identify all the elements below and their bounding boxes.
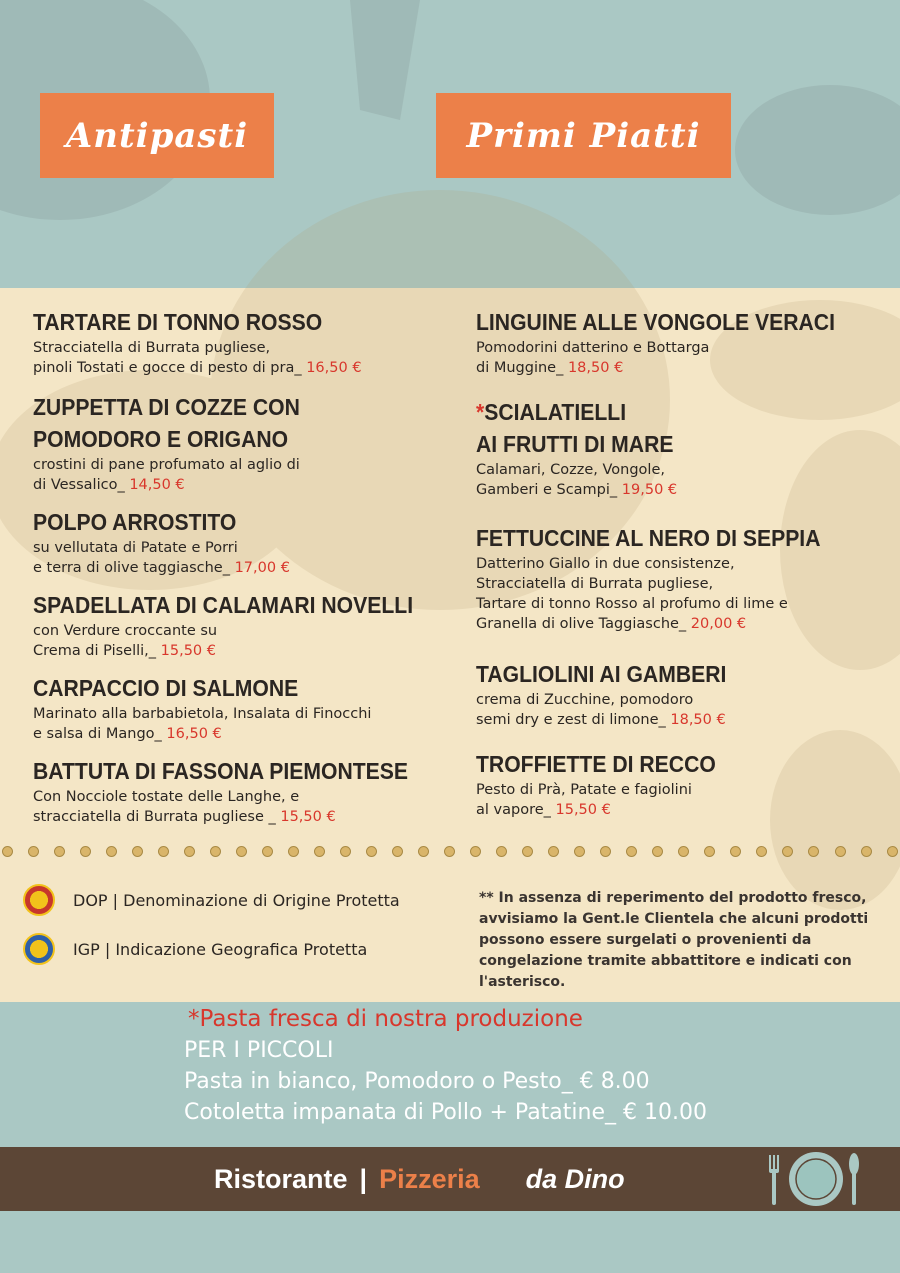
divider-dot (730, 846, 741, 857)
brand-name: da Dino (525, 1163, 625, 1194)
dop-seal-icon (23, 884, 55, 916)
dish-description (476, 480, 886, 500)
restaurant-brand (214, 1159, 625, 1199)
dish-description-text: Pomodorini datterino e Bottarga (476, 340, 710, 356)
dish-name-text: AI FRUTTI DI MARE (476, 431, 674, 457)
bottom-band (0, 1211, 900, 1273)
dish-description-text: stracciatella di Burrata pugliese _ (33, 809, 281, 825)
menu-item (33, 391, 453, 495)
dish-description (476, 460, 886, 480)
dish-description (476, 338, 886, 358)
legend-igp-label: IGP | Indicazione Geografica Protetta (73, 939, 368, 959)
divider-dot (158, 846, 169, 857)
divider-dot (132, 846, 143, 857)
dish-name (33, 506, 419, 538)
kids-menu-item: Cotoletta impanata di Pollo + Patatine_ € 10.00 (184, 1100, 707, 1125)
fresh-pasta-asterisk: * (476, 399, 485, 425)
dish-description (476, 690, 886, 710)
menu-item (476, 522, 886, 634)
divider-dot (574, 846, 585, 857)
dish-description-text: e salsa di Mango_ (33, 726, 167, 742)
dish-price: 14,50 € (129, 477, 185, 493)
divider-dot (236, 846, 247, 857)
dish-description-text: Stracciatella di Burrata pugliese, (476, 576, 714, 592)
dish-price: 17,00 € (234, 560, 290, 576)
dish-description (476, 710, 886, 730)
menu-item (33, 672, 453, 744)
dish-name-text: ZUPPETTA DI COZZE CON (33, 394, 300, 420)
dish-name-text: SPADELLATA DI CALAMARI NOVELLI (33, 592, 414, 618)
dish-name (476, 306, 853, 338)
dish-description-text: di Vessalico_ (33, 477, 130, 493)
dish-name (33, 755, 419, 787)
dish-description (476, 594, 886, 614)
availability-note: ** In assenza di reperimento del prodotto fresco, avvisiamo la Gent.le Clientela che alcuni prodotti possono essere surgelati o provenienti da congelazione tramite abbattitore e indicati con l'asterisco. (479, 890, 869, 990)
dish-description (476, 574, 886, 594)
dish-name (476, 428, 853, 460)
dish-name-text: TARTARE DI TONNO ROSSO (33, 309, 323, 335)
menu-item (476, 396, 886, 500)
kids-menu-title: PER I PICCOLI (184, 1038, 334, 1063)
divider-dot (2, 846, 13, 857)
dish-name-text: FETTUCCINE AL NERO DI SEPPIA (476, 525, 821, 551)
divider-dot (470, 846, 481, 857)
dish-description-text: Crema di Piselli,_ (33, 643, 161, 659)
divider-dot (210, 846, 221, 857)
dish-price: 15,50 € (280, 809, 336, 825)
divider-dot (835, 846, 846, 857)
dish-description (33, 475, 453, 495)
dish-price: 15,50 € (555, 802, 611, 818)
fresh-pasta-note: *Pasta fresca di nostra produzione (188, 1006, 583, 1032)
menu-item (33, 506, 453, 578)
dish-name (476, 396, 853, 428)
dish-description-text: pinoli Tostati e gocce di pesto di pra_ (33, 360, 307, 376)
section-header-primi-piatti (436, 93, 731, 178)
dish-description-text: Granella di olive Taggiasche_ (476, 616, 691, 632)
dish-name (33, 423, 419, 455)
menu-item (476, 658, 886, 730)
legend-igp (23, 933, 367, 965)
dish-description (476, 554, 886, 574)
dish-description-text: Con Nocciole tostate delle Langhe, e (33, 789, 300, 805)
dish-price: 16,50 € (166, 726, 222, 742)
divider-dot (184, 846, 195, 857)
divider-dot (704, 846, 715, 857)
divider-dot (861, 846, 872, 857)
igp-seal-icon (23, 933, 55, 965)
brand-ristorante: Ristorante (214, 1163, 348, 1194)
divider-dot (340, 846, 351, 857)
dish-description-text: Pesto di Prà, Patate e fagiolini (476, 782, 692, 798)
divider-dot (678, 846, 689, 857)
divider-dot (366, 846, 377, 857)
divider-dot (418, 846, 429, 857)
dish-description-text: di Muggine_ (476, 360, 568, 376)
dish-description (33, 787, 453, 807)
antipasti-list (33, 306, 453, 827)
dish-name-text: POLPO ARROSTITO (33, 509, 237, 535)
dish-description-text: e terra di olive taggiasche_ (33, 560, 235, 576)
menu-item (33, 589, 453, 661)
plate-cutlery-icon (766, 1151, 866, 1207)
dish-description-text: crostini di pane profumato al aglio di (33, 457, 300, 473)
dish-description (33, 338, 453, 358)
divider-dot (782, 846, 793, 857)
dish-name (476, 658, 853, 690)
dish-description-text: crema di Zucchine, pomodoro (476, 692, 694, 708)
brand-pizzeria: Pizzeria (379, 1163, 480, 1194)
dish-description (476, 780, 886, 800)
dish-description (33, 358, 453, 378)
dish-description (33, 807, 453, 827)
dish-description-text: con Verdure croccante su (33, 623, 218, 639)
dish-price: 20,00 € (690, 616, 747, 632)
divider-dot (808, 846, 819, 857)
dish-description (33, 538, 453, 558)
dish-description (33, 621, 453, 641)
primi-piatti-list (476, 306, 886, 820)
dish-description-text: al vapore_ (476, 802, 556, 818)
brand-separator: | (359, 1163, 368, 1194)
dish-price: 18,50 € (670, 712, 726, 728)
section-title-antipasti: Antipasti (65, 115, 249, 156)
dish-description-text: Tartare di tonno Rosso al profumo di lime e (476, 596, 788, 612)
dish-description (476, 614, 886, 634)
menu-item (33, 755, 453, 827)
dish-description (33, 641, 453, 661)
menu-item (33, 306, 453, 378)
menu-item (476, 306, 886, 378)
divider-dot (522, 846, 533, 857)
legend-dop-label: DOP | Denominazione di Origine Protetta (73, 890, 400, 910)
dish-description-text: Marinato alla barbabietola, Insalata di Finocchi (33, 706, 372, 722)
divider-dot (288, 846, 299, 857)
dish-description (476, 358, 886, 378)
dish-name-text: BATTUTA DI FASSONA PIEMONTESE (33, 758, 409, 784)
dish-name (33, 306, 419, 338)
divider-dot (496, 846, 507, 857)
divider-dot (28, 846, 39, 857)
dish-name-text: TAGLIOLINI AI GAMBERI (476, 661, 727, 687)
dish-name-text: SCIALATIELLI (484, 399, 627, 425)
dotted-divider (0, 846, 900, 860)
divider-dot (444, 846, 455, 857)
divider-dot (80, 846, 91, 857)
divider-dot (756, 846, 767, 857)
dish-description (33, 558, 453, 578)
divider-dot (262, 846, 273, 857)
divider-dot (887, 846, 898, 857)
dish-description-text: Datterino Giallo in due consistenze, (476, 556, 735, 572)
dish-description-text: Gamberi e Scampi_ (476, 482, 622, 498)
dish-description (33, 455, 453, 475)
dish-name-text: LINGUINE ALLE VONGOLE VERACI (476, 309, 835, 335)
dish-name-text: TROFFIETTE DI RECCO (476, 751, 716, 777)
kids-menu-item: Pasta in bianco, Pomodoro o Pesto_ € 8.00 (184, 1069, 650, 1094)
dish-price: 16,50 € (306, 360, 362, 376)
divider-dot (106, 846, 117, 857)
divider-dot (392, 846, 403, 857)
dish-price: 19,50 € (621, 482, 678, 498)
section-header-antipasti (40, 93, 274, 178)
dish-description-text: su vellutata di Patate e Porri (33, 540, 238, 556)
divider-dot (548, 846, 559, 857)
divider-dot (54, 846, 65, 857)
dish-name (33, 672, 419, 704)
legend-dop (23, 884, 400, 916)
dish-description (33, 704, 453, 724)
section-title-primi-piatti: Primi Piatti (466, 115, 701, 156)
divider-dot (626, 846, 637, 857)
dish-name-text: CARPACCIO DI SALMONE (33, 675, 299, 701)
dish-name (476, 748, 853, 780)
dish-name-text: POMODORO E ORIGANO (33, 426, 289, 452)
divider-dot (600, 846, 611, 857)
dish-name (33, 589, 419, 621)
divider-dot (314, 846, 325, 857)
dish-description-text: Calamari, Cozze, Vongole, (476, 462, 665, 478)
footer-info (184, 1004, 707, 1128)
dish-description-text: Stracciatella di Burrata pugliese, (33, 340, 271, 356)
dish-name (33, 391, 419, 423)
dish-name (476, 522, 853, 554)
dish-price: 15,50 € (160, 643, 216, 659)
dish-description (33, 724, 453, 744)
menu-item (476, 748, 886, 820)
divider-dot (652, 846, 663, 857)
dish-description-text: semi dry e zest di limone_ (476, 712, 671, 728)
dish-description (476, 800, 886, 820)
dish-price: 18,50 € (567, 360, 624, 376)
